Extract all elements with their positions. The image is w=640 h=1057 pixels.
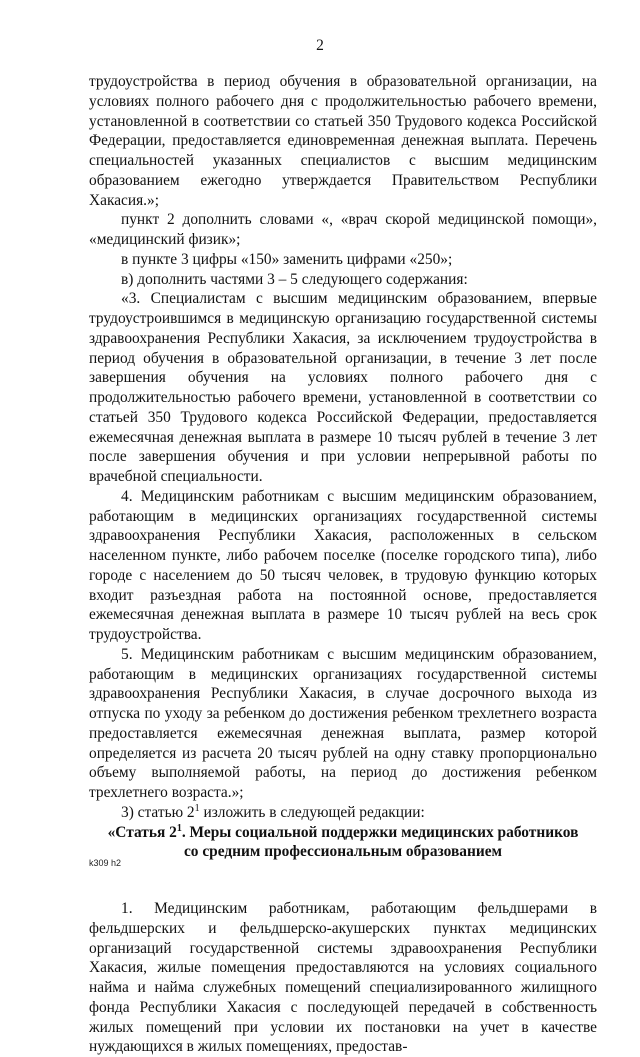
paragraph-article-amendment xyxy=(89,803,597,823)
paragraph-point-2-amendment: пункт 2 дополнить словами «, «врач скорой медицинской помощи», «медицинский физик»; xyxy=(89,211,597,248)
paragraph-continuation: трудоустройства в период обучения в образовательной организации, на условиях полного рабочего дня с продолжительностью рабочего времени, установленной в соответствии со статьей 350 Трудового кодекса Российской Федерации, предоставляется единовременная денежная выплата. Перечень специальностей указанных специалистов с высшим медицинским образованием ежегодно утверждается Правительством Республики Хакасия.»; xyxy=(89,73,597,209)
article-heading-suffix: . Меры социальной поддержки медицинских работников xyxy=(181,823,579,841)
article-heading-line2: со средним профессиональным образованием xyxy=(183,843,503,861)
amendment-suffix: изложить в следующей редакции: xyxy=(199,803,425,821)
article-heading-line1 xyxy=(89,823,597,843)
article-heading-superscript: 1 xyxy=(176,822,182,834)
paragraph-part-5: 5. Медицинским работникам с высшим медицинским образованием, работающим в медицинских организациях государственной системы здравоохранения Республики Хакасия, в случае досрочного выхода из отпуска по уходу за ребенком до достижения ребенком трехлетнего возраста предоставляется ежемесячная денежная выплата, размер которой определяется из расчета 20 тысяч рублей на одну ставку пропорционально объему выполняемой работы, на период до достижения ребенком трехлетнего возраста.»; xyxy=(89,645,597,801)
paragraph-point-3-amendment: в пункте 3 цифры «150» заменить цифрами «250»; xyxy=(121,250,453,268)
paragraph-part-3: «3. Специалистам с высшим медицинским образованием, впервые трудоустроившимся в медицинскую организацию государственной системы здравоохранения Республики Хакасия, за исключением трудоустройства в период обучения в образовательной организации, в течение 3 лет после завершения обучения на условиях полного рабочего дня с продолжительностью рабочего времени, установленной в соответствии со статьей 350 Трудового кодекса Российской Федерации, предоставляется ежемесячная денежная выплата в размере 10 тысяч рублей в течение 3 лет после завершения обучения и при условии непрерывной работы по врачебной специальности. xyxy=(89,290,597,485)
page-number: 2 xyxy=(316,37,324,54)
document-body xyxy=(89,72,597,1057)
amendment-superscript: 1 xyxy=(194,802,200,814)
article-heading xyxy=(89,823,597,863)
paragraph-article-part-1: 1. Медицинским работникам, работающим фельдшерами в фельдшерских и фельдшерско-акушерских пунктах медицинских организаций государственной системы здравоохранения Республики Хакасия, жилые помещения предоставляются на условиях социального найма и найма служебных помещений специализированного жилищного фонда Республики Хакасия с последующей передачей в собственность жилых помещений при условии их постановки на учет в качестве нуждающихся в жилых помещениях, предостав- xyxy=(89,900,597,1056)
document-code: k309 h2 xyxy=(89,858,122,868)
paragraph-part-4: 4. Медицинским работникам с высшим медицинским образованием, работающим в медицинских организациях государственной системы здравоохранения Республики Хакасия, расположенных в сельском населенном пункте, либо рабочем поселке (поселке городского типа), либо городе с населением до 50 тысяч человек, в трудовую функцию которых входит разъездная работа на постоянной основе, предоставляется ежемесячная денежная выплата в размере 10 тысяч рублей на весь срок трудоустройства. xyxy=(89,487,597,643)
article-heading-prefix: «Статья 2 xyxy=(107,823,177,841)
amendment-prefix: 3) статью 2 xyxy=(121,803,195,821)
paragraph-add-parts: в) дополнить частями 3 – 5 следующего содержания: xyxy=(121,270,468,288)
